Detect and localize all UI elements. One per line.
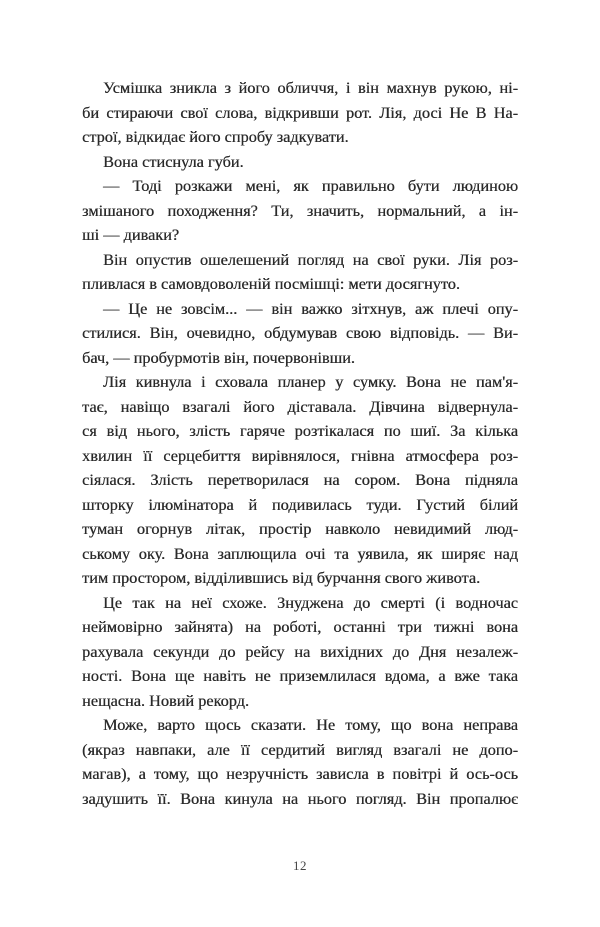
text-line: Лія кивнула і сховала планер у сумку. Вона не пам'я-: [103, 372, 518, 391]
text-line: магав), а тому, що незручність зависла в повітрі й ось-ось: [82, 764, 518, 783]
text-line: строї, відкидає його спробу задкувати.: [82, 127, 349, 146]
text-line: би стираючи свої слова, відкривши рот. Лія, досі Не В На-: [82, 102, 518, 122]
text-line: шторку ілюмінатора й подивилась туди. Густий білий: [82, 494, 518, 514]
text-line: хвилин її серцебиття вирівнялося, гнівна атмосфера роз-: [82, 445, 518, 465]
text-line: — Це не зовсім... — він важко зітхнув, аж плечі опу-: [103, 298, 518, 318]
text-line: нещасна. Новий рекорд.: [82, 690, 249, 710]
text-line: сіялася. Злість перетворилася на сором. Вона підняла: [82, 470, 518, 489]
text-line: — Тоді розкажи мені, як правильно бути людиною: [103, 176, 518, 195]
paragraph: [82, 591, 518, 714]
text-line: Це так на неї схоже. Знуджена до смерті (і водночас: [103, 592, 518, 612]
paragraph: [82, 150, 518, 175]
text-line: тим простором, відділившись від бурчання свого живота.: [82, 568, 481, 587]
text-line: туман огорнув літак, простір навколо невидимий люд-: [82, 519, 518, 538]
paragraph: [82, 76, 518, 150]
text-line: ському оку. Вона заплющила очі та уявила, як ширяє над: [82, 543, 518, 563]
text-line: Може, варто щось сказати. Не тому, що вона неправа: [103, 715, 518, 734]
text-line: стилися. Він, очевидно, обдумував свою відповідь. — Ви-: [82, 323, 518, 342]
text-line: тає, навіщо взагалі його діставала. Дівчина відвернула-: [82, 396, 518, 416]
text-line: ся від нього, злість гаряче розтікалася по шиї. За кілька: [82, 421, 518, 440]
text-line: (якраз навпаки, але її сердитий вигляд взагалі не допо-: [82, 739, 518, 759]
text-line: ші — диваки?: [82, 225, 180, 244]
text-line: змішаного походження? Ти, значить, нормальний, а ін-: [82, 200, 518, 220]
text-line: Усмішка зникла з його обличчя, і він махнув рукою, ні-: [103, 78, 518, 97]
text-line: бач, — пробурмотів він, почервонівши.: [82, 347, 355, 367]
text-line: Він опустив ошелешений погляд на свої руки. Лія роз-: [103, 249, 518, 269]
text-line: рахувала секунди до рейсу на вихідних до Дня незалеж-: [82, 641, 518, 661]
text-line: ності. Вона ще навіть не приземлилася вдома, а вже така: [82, 666, 518, 685]
text-line: пливлася в самовдоволеній посмішці: мети досягнуто.: [82, 274, 460, 293]
paragraph: [82, 248, 518, 297]
text-line: неймовірно зайнята) на роботі, останні три тижні вона: [82, 617, 518, 636]
paragraph: [82, 713, 518, 811]
paragraph: [82, 297, 518, 371]
page-number: 12: [293, 858, 307, 873]
book-page-text: [82, 76, 518, 811]
paragraph: [82, 174, 518, 248]
text-line: Вона стиснула губи.: [103, 151, 244, 171]
text-line: задушить її. Вона кинула на нього погляд. Він пропалює: [82, 788, 518, 808]
paragraph: [82, 370, 518, 591]
